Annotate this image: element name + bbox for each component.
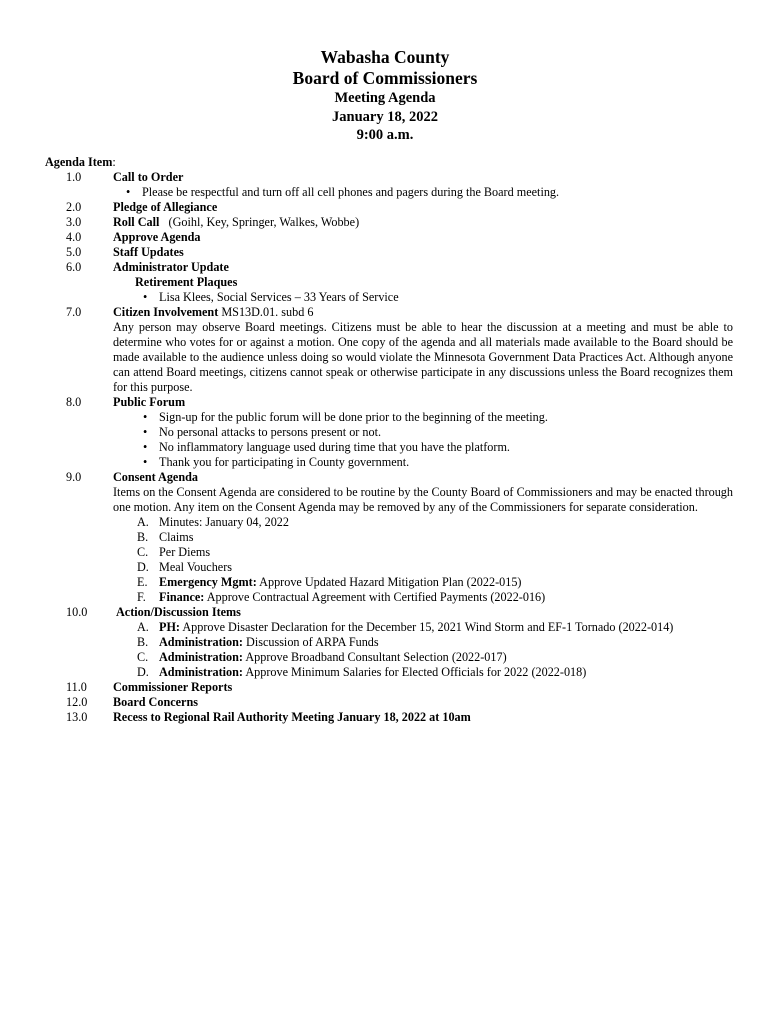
list-item: C. Per Diems [137, 545, 211, 559]
item-subheading: Retirement Plaques [135, 275, 238, 289]
list-item: D. Administration: Approve Minimum Salaries for Elected Officials for 2022 (2022-018) [137, 665, 587, 679]
bullet-list [113, 185, 735, 200]
item-title: Approve Agenda [113, 230, 201, 244]
item-title: Roll Call [113, 215, 160, 229]
list-item: E. Emergency Mgmt: Approve Updated Hazard Mitigation Plan (2022-015) [137, 575, 522, 589]
county-name: Wabasha County [320, 47, 450, 67]
item-title: Public Forum [113, 395, 186, 409]
item-number: 3.0 [66, 215, 82, 229]
agenda-item-roll-call [45, 215, 735, 230]
list-item: B. Administration: Discussion of ARPA Funds [137, 635, 379, 649]
item-number: 8.0 [66, 395, 82, 409]
item-number: 13.0 [66, 710, 88, 724]
bullet-icon: • [143, 290, 148, 304]
list-item: • Sign-up for the public forum will be done prior to the beginning of the meeting. [143, 410, 548, 424]
agenda-item-approve-agenda [45, 230, 735, 245]
item-title: Staff Updates [113, 245, 184, 259]
item-title: Recess to Regional Rail Authority Meeting January 18, 2022 at 10am [113, 710, 471, 724]
bullet-icon: • [126, 185, 131, 199]
item-number: 5.0 [66, 245, 82, 259]
item-number: 6.0 [66, 260, 82, 274]
agenda-item-administrator-update [45, 260, 735, 305]
agenda-item-consent-agenda [45, 470, 735, 605]
agenda-list [45, 155, 735, 725]
list-item: • No personal attacks to persons present or not. [143, 425, 382, 439]
item-number: 4.0 [66, 230, 82, 244]
bullet-icon: • [143, 425, 148, 439]
agenda-item-public-forum [45, 395, 735, 470]
list-item: • Lisa Klees, Social Services – 33 Years of Service [143, 290, 399, 304]
item-number: 9.0 [66, 470, 82, 484]
list-item: A. PH: Approve Disaster Declaration for the December 15, 2021 Wind Storm and EF-1 Tornado (2022-014) [137, 620, 674, 634]
item-title: Action/Discussion Items [116, 605, 241, 619]
list-item: • Thank you for participating in County government. [143, 455, 410, 469]
agenda-item-board-concerns [45, 695, 735, 710]
item-title: Administrator Update [113, 260, 229, 274]
list-item: B. Claims [137, 530, 194, 544]
list-item: • Please be respectful and turn off all cell phones and pagers during the Board meeting. [126, 185, 560, 199]
board-name: Board of Commissioners [292, 68, 478, 88]
meeting-date: January 18, 2022 [332, 108, 438, 125]
bullet-list [113, 410, 735, 470]
lettered-list [113, 620, 735, 680]
item-description: Items on the Consent Agenda are considered to be routine by the County Board of Commissioners and may be enacted through one motion. Any item on the Consent Agenda may be removed by any of the Commissioners for separate consideration. [113, 485, 733, 514]
list-item: F. Finance: Approve Contractual Agreement with Certified Payments (2022-016) [137, 590, 546, 604]
list-item: • No inflammatory language used during time that you have the platform. [143, 440, 510, 454]
item-title: Call to Order [113, 170, 184, 184]
meeting-time: 9:00 a.m. [356, 127, 414, 143]
item-number: 12.0 [66, 695, 88, 709]
item-number: 2.0 [66, 200, 82, 214]
agenda-item-pledge [45, 200, 735, 215]
item-number: 7.0 [66, 305, 82, 319]
lettered-list [113, 515, 735, 605]
item-title: Consent Agenda [113, 470, 198, 484]
list-item: D. Meal Vouchers [137, 560, 232, 574]
document-type: Meeting Agenda [334, 90, 436, 106]
agenda-item-recess [45, 710, 735, 725]
list-item: C. Administration: Approve Broadband Consultant Selection (2022-017) [137, 650, 507, 664]
bullet-icon: • [143, 455, 148, 469]
bullet-icon: • [143, 440, 148, 454]
bullet-list [113, 290, 735, 305]
statute-reference: MS13D.01. subd 6 [221, 305, 314, 319]
item-title: Citizen Involvement [113, 305, 219, 319]
item-title: Board Concerns [113, 695, 198, 709]
agenda-item-action-discussion [45, 605, 735, 680]
item-number: 10.0 [66, 605, 88, 619]
roll-call-names: (Goihl, Key, Springer, Walkes, Wobbe) [168, 215, 360, 229]
bullet-icon: • [143, 410, 148, 424]
document-header [0, 47, 770, 145]
agenda-label: Agenda Item: [45, 155, 116, 169]
list-item: A. Minutes: January 04, 2022 [137, 515, 289, 529]
agenda-item-commissioner-reports [45, 680, 735, 695]
item-number: 11.0 [66, 680, 87, 694]
agenda-item-staff-updates [45, 245, 735, 260]
item-title: Commissioner Reports [113, 680, 233, 694]
agenda-item-call-to-order [45, 170, 735, 200]
item-description: Any person may observe Board meetings. Citizens must be able to hear the discussion at a meeting and must be able to determine who votes for or against a motion. One copy of the agenda and all materials made available to the Board should be made available to the audience unless doing so would violate the Minnesota Government Data Practices Act. Although anyone can attend Board meetings, citizens cannot speak or otherwise participate in any discussions unless the Board recognizes them for this purpose. [113, 320, 733, 394]
agenda-item-citizen-involvement [45, 305, 735, 395]
item-title: Pledge of Allegiance [113, 200, 218, 214]
item-number: 1.0 [66, 170, 82, 184]
